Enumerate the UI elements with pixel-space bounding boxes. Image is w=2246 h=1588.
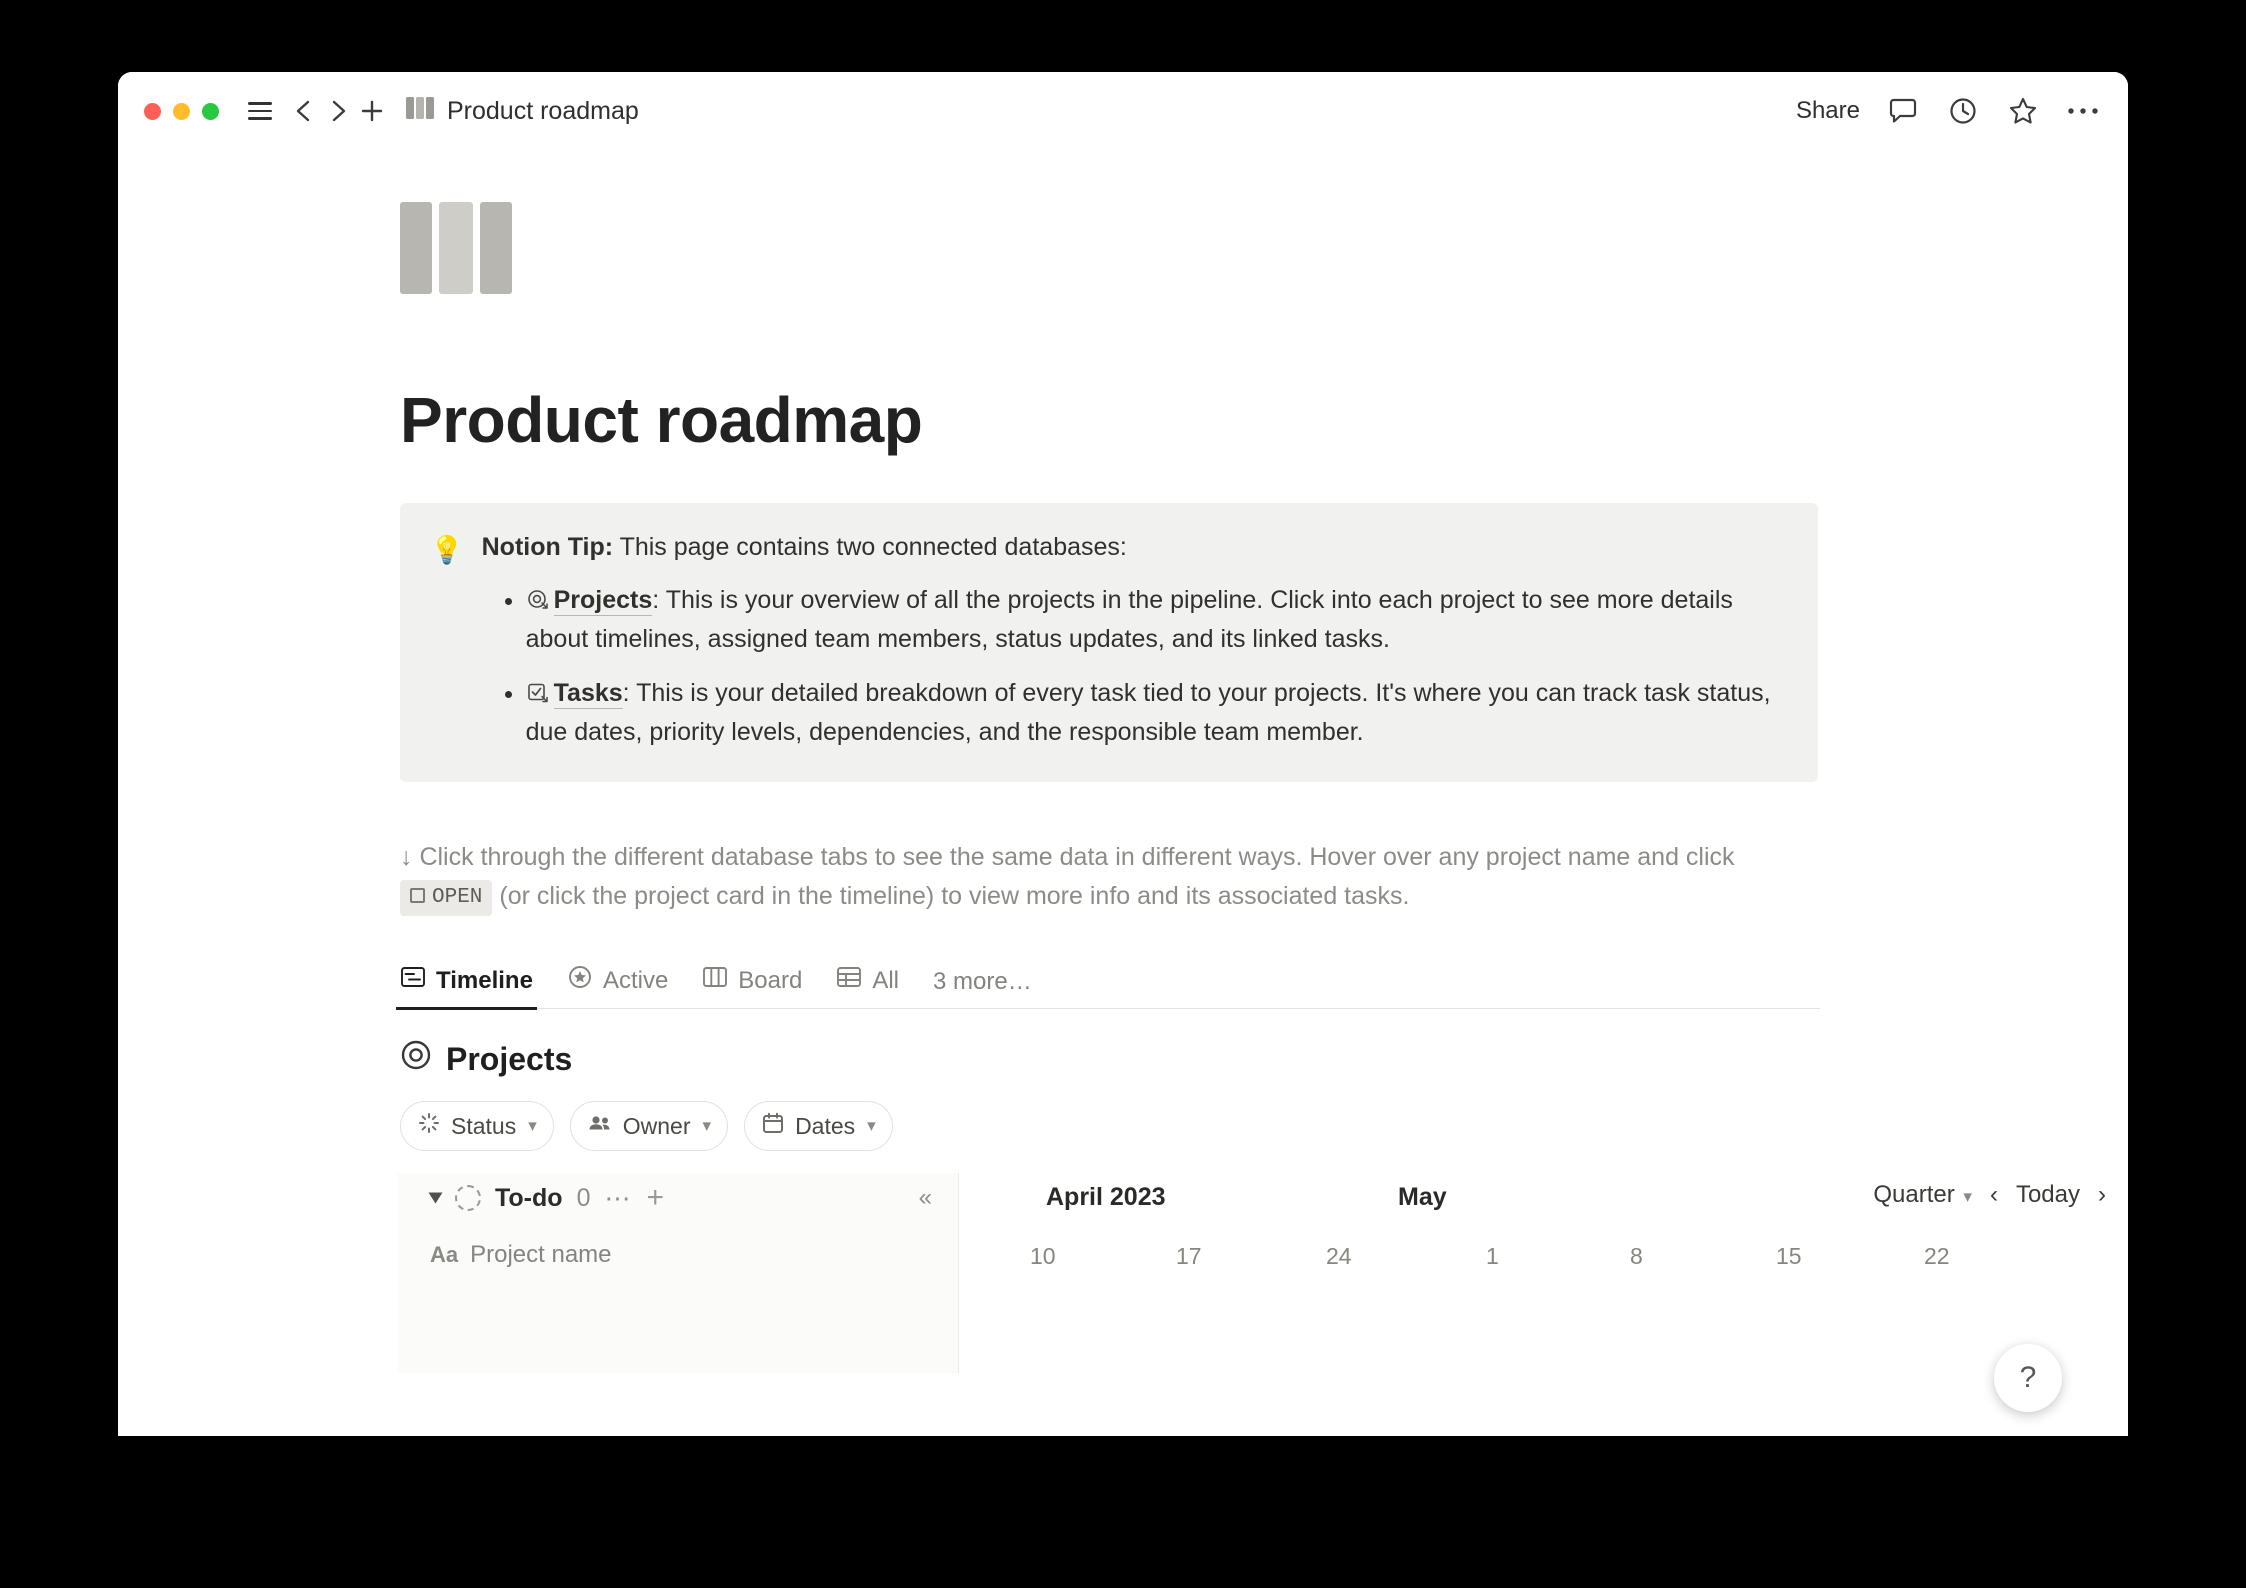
timeline-controls: [1873, 1181, 2106, 1209]
open-chip-icon: [410, 888, 425, 903]
filter-owner-label: Owner: [622, 1112, 691, 1139]
timeline-zoom-label: Quarter: [1873, 1181, 1955, 1209]
minimize-window-button[interactable]: [173, 103, 190, 120]
timeline-prev-button[interactable]: ‹: [1989, 1181, 1998, 1209]
lightbulb-icon: 💡: [430, 535, 464, 566]
timeline-month-april: April 2023: [1046, 1183, 1166, 1212]
chevron-down-icon: ▾: [702, 1116, 712, 1136]
notion-window: [118, 72, 2128, 1436]
titlebar-actions: [1796, 94, 2100, 128]
tasks-db-link[interactable]: Tasks: [553, 679, 623, 708]
projects-db-link[interactable]: Projects: [553, 585, 653, 614]
people-icon: [587, 1111, 613, 1141]
map-icon: [405, 94, 435, 129]
clock-icon[interactable]: [1946, 94, 1980, 128]
filter-status-label: Status: [451, 1112, 517, 1139]
window-controls[interactable]: [144, 103, 219, 120]
filter-dates[interactable]: [744, 1101, 893, 1151]
page-icon[interactable]: [398, 196, 1978, 309]
hint-suffix: (or click the project card in the timeline) to view more info and its associated tasks.: [492, 881, 1410, 910]
close-window-button[interactable]: [144, 103, 161, 120]
timeline-next-button[interactable]: ›: [2098, 1181, 2106, 1209]
tab-all[interactable]: [836, 965, 899, 1008]
timeline-tick: 10: [1030, 1243, 1056, 1270]
back-icon[interactable]: [287, 94, 321, 128]
callout-block: [400, 503, 1818, 782]
tab-board-label: Board: [738, 966, 803, 994]
todo-status-icon: [455, 1185, 481, 1211]
tab-board[interactable]: [702, 965, 802, 1008]
hint-paragraph: [400, 838, 1820, 916]
database-title-text: Projects: [446, 1040, 573, 1077]
timeline-month-may: May: [1398, 1183, 1447, 1212]
timeline-tick: 24: [1326, 1243, 1352, 1270]
tab-all-label: All: [872, 966, 900, 994]
database-view-tabs: [400, 952, 1820, 1009]
sidebar-toggle-icon[interactable]: [243, 94, 277, 128]
column-header-project-name[interactable]: [398, 1215, 958, 1269]
checkbox-link-icon: [526, 680, 550, 714]
column-header-label: Project name: [470, 1241, 612, 1269]
forward-icon[interactable]: [321, 94, 355, 128]
timeline-tick: 15: [1776, 1243, 1802, 1270]
timeline-group-count: 0: [576, 1183, 591, 1212]
timeline-month-row: [958, 1173, 2128, 1231]
filter-status[interactable]: [400, 1101, 554, 1151]
window-titlebar: [118, 72, 2128, 150]
open-chip: [400, 880, 492, 917]
collapse-left-icon[interactable]: «: [918, 1184, 932, 1212]
tab-timeline[interactable]: [400, 965, 533, 1008]
list-item: [526, 581, 1788, 659]
filter-dates-label: Dates: [795, 1112, 856, 1139]
timeline-today-button[interactable]: Today: [2015, 1181, 2080, 1209]
tasks-db-description: : This is your detailed breakdown of every task tied to your projects. It's where you can track task status, due dates, priority levels, dependencies, and the responsible team member.: [525, 679, 1771, 747]
projects-db-description: : This is your overview of all the projects in the pipeline. Click into each project to see more details about timelines, assigned team members, status updates, and its linked tasks.: [525, 585, 1733, 653]
group-more-icon[interactable]: ⋯: [604, 1182, 633, 1213]
callout-lead-bold: Notion Tip:: [481, 533, 614, 562]
tab-active[interactable]: [567, 965, 668, 1008]
board-icon: [702, 965, 728, 996]
open-chip-label: OPEN: [432, 885, 483, 909]
timeline-icon: [400, 965, 426, 996]
document-breadcrumb[interactable]: [405, 94, 639, 129]
target-link-icon: [526, 587, 550, 621]
filter-owner[interactable]: [570, 1101, 728, 1151]
callout-lead-rest: This page contains two connected databases:: [613, 533, 1127, 562]
share-button[interactable]: Share: [1795, 97, 1860, 124]
target-icon: [400, 1039, 432, 1079]
chevron-down-icon: ▾: [1963, 1187, 1972, 1207]
table-icon: [836, 965, 862, 996]
database-title: [400, 1039, 1978, 1079]
timeline-tick: 8: [1630, 1243, 1643, 1270]
document-title-text: Product roadmap: [447, 96, 639, 125]
star-circle-icon: [567, 965, 593, 996]
new-page-icon[interactable]: [355, 94, 389, 128]
timeline-grid-pane: [958, 1173, 2128, 1373]
callout-text: [482, 529, 1788, 752]
calendar-icon: [761, 1111, 785, 1141]
chevron-down-icon[interactable]: [429, 1193, 443, 1204]
help-button[interactable]: ?: [1994, 1344, 2062, 1412]
group-add-icon[interactable]: +: [646, 1181, 664, 1215]
timeline-tick: 1: [1486, 1243, 1499, 1270]
timeline-group-label: To-do: [495, 1183, 563, 1212]
tab-active-label: Active: [602, 966, 669, 994]
status-icon: [417, 1111, 441, 1141]
timeline-tick: 22: [1924, 1243, 1950, 1270]
chevron-down-icon: ▾: [528, 1116, 537, 1136]
chevron-down-icon: ▾: [867, 1116, 876, 1136]
page-body: [118, 150, 2128, 1436]
page-title: Product roadmap: [400, 384, 923, 456]
maximize-window-button[interactable]: [202, 103, 219, 120]
timeline-group-todo[interactable]: [398, 1173, 958, 1215]
filter-bar: [400, 1101, 1978, 1151]
timeline-view: [118, 1173, 2128, 1373]
star-icon[interactable]: [2006, 94, 2040, 128]
tabs-more-button[interactable]: 3 more…: [933, 968, 1032, 996]
more-options-icon[interactable]: [2066, 94, 2100, 128]
timeline-tick: 17: [1176, 1243, 1202, 1270]
comment-icon[interactable]: [1886, 94, 1920, 128]
timeline-row-header-pane: [398, 1173, 959, 1373]
timeline-zoom-select[interactable]: [1873, 1181, 1972, 1209]
tab-timeline-label: Timeline: [436, 966, 533, 994]
text-type-icon: Aa: [430, 1242, 459, 1268]
list-item: [526, 674, 1788, 752]
hint-prefix: ↓ Click through the different database tabs to see the same data in different ways. Hover over any project name and click: [400, 842, 1735, 871]
timeline-date-ticks: [958, 1231, 2128, 1281]
